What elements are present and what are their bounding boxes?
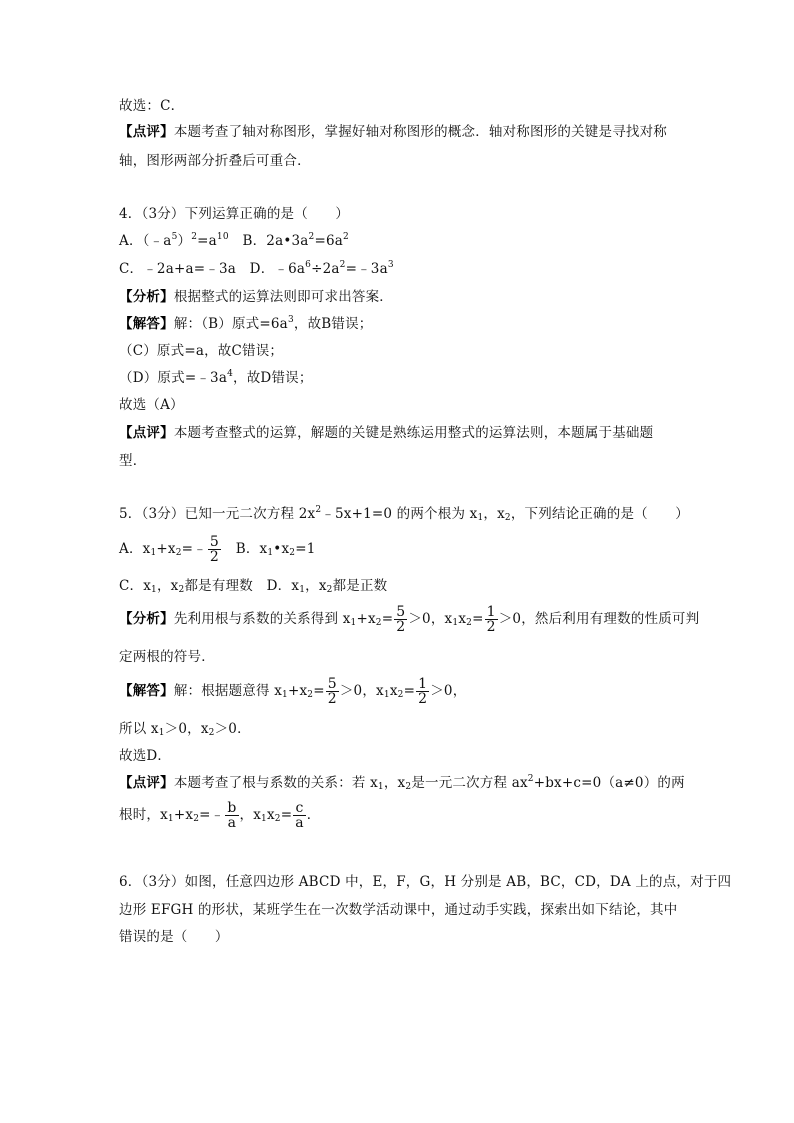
text: ） [177,233,192,249]
text: 都是正数 [332,578,388,594]
text: ，下列结论正确的是（ ） [510,506,689,522]
text: ÷2a [311,261,340,277]
sub: 1 [267,548,274,558]
q5-therefore [119,720,251,738]
sub: 1 [350,618,357,628]
q5-stem [119,505,689,523]
analysis-tag: 【分析】 [119,289,174,305]
sub: 1 [299,585,306,595]
sub: 1 [151,585,157,595]
sub: 2 [274,814,281,824]
sub: 1 [150,548,157,558]
q4-options-cd [119,260,394,278]
q4-comment [119,424,653,442]
q4-answer: 故选（A） [119,397,184,413]
comment-text: 本题考查整式的运算，解题的关键是熟练运用整式的运算法则，本题属于基础题 [173,425,654,441]
fraction [208,535,221,564]
text: =﹣3a [345,261,388,277]
text: = [313,683,325,699]
text: =1 [295,541,316,557]
text: （D）原式=﹣3a [119,370,228,386]
text: ，故B错误； [293,316,373,332]
sup: 4 [227,369,234,379]
comment-tag: 【点评】 [119,425,174,441]
sub: 2 [466,618,473,628]
numerator: c [293,801,306,816]
sub: 2 [193,814,200,824]
denominator: 2 [418,691,428,707]
text: =a [197,233,217,249]
text: ＞0，然后利用有理数的性质可判 [498,611,700,627]
q5-options-ab [119,534,316,564]
denominator: 2 [486,619,496,635]
numerator: 5 [209,534,219,550]
q3-comment [119,123,667,141]
sup: 2 [343,232,349,242]
fraction [293,801,306,830]
text: x [458,611,467,627]
text: = [472,611,484,627]
sub: 2 [405,782,412,792]
q3-answer: 故选：C． [119,98,185,114]
text: =﹣ [181,541,207,557]
numerator: 1 [486,604,496,620]
text: ＞0，x [339,683,384,699]
q5-solution [119,676,466,706]
q3-comment-cont: 轴，图形两部分折叠后可重合． [119,153,311,169]
text: 5．（3分）已知一元二次方程 2x [119,506,316,522]
sup: 2 [191,232,198,242]
sup: 3 [287,315,294,325]
sub: 1 [167,814,174,824]
q3-comment-text: 本题考查了轴对称图形，掌握好轴对称图形的概念．轴对称图形的关键是寻找对称 [173,124,668,140]
sub: 1 [452,618,459,628]
text: D．﹣6a [235,261,306,277]
text: ，x [156,578,179,594]
sub: 1 [383,690,390,700]
text: ＞0，x [408,611,453,627]
text: ＞0． [214,721,251,737]
fraction [326,677,339,706]
text: C．﹣2a+a=﹣3a [119,261,236,277]
text: 解：（B）原式=6a [173,316,288,332]
sub: 1 [377,782,384,792]
comment-tag: 【点评】 [119,775,174,791]
q4-solution-1 [119,315,373,333]
text: 都是有理数 D．x [184,578,300,594]
sub: 2 [289,548,296,558]
solution-tag: 【解答】 [119,316,174,332]
sub: 1 [261,814,267,824]
text: x [389,683,398,699]
numerator: 5 [396,604,406,620]
sup: 10 [216,232,229,242]
sub: 2 [326,585,333,595]
denominator: 2 [396,619,406,635]
sup: 2 [527,774,534,784]
q6-stem-1: 6．（3分）如图，任意四边形 ABCD 中，E，F，G，H 分别是 AB，BC，CD，DA 上的点，对于四 [119,874,732,890]
text: x [266,807,275,823]
text: +x [287,683,308,699]
text: ，x [483,506,505,522]
text: 解：根据题意得 x [173,683,283,699]
text: ，x [305,578,327,594]
denominator: a [295,815,304,831]
sub: 2 [178,585,185,595]
sub: 2 [504,513,511,523]
sup: 6 [305,260,312,270]
text: +bx+c=0（a≠0）的两 [533,775,685,791]
sub: 2 [175,548,182,558]
sub: 2 [307,690,314,700]
sup: 2 [315,505,322,515]
sup: 3 [387,260,394,270]
q4-stem: 4．（3分）下列运算正确的是（ ） [119,206,350,222]
text: =﹣ [199,807,225,823]
q4-solution-2: （C）原式=a，故C错误； [119,343,284,359]
text: 所以 x [119,721,159,737]
text: ﹣5x+1=0 的两个根为 x [321,506,478,522]
sub: 2 [208,728,215,738]
q4-comment-cont: 型． [119,453,147,469]
denominator: 2 [327,691,337,707]
q5-analysis [119,604,699,634]
sub: 2 [397,690,404,700]
text: 根时，x [119,807,168,823]
solution-tag: 【解答】 [119,683,174,699]
text: A．x [119,541,151,557]
denominator: a [227,815,237,831]
text: =6a [314,233,344,249]
q6-stem-2: 边形 EFGH 的形状，某班学生在一次数学活动课中，通过动手实践，探索出如下结论，其中 [119,902,678,918]
numerator: 1 [418,676,428,692]
text: = [403,683,416,699]
text: ，x [239,807,262,823]
sub: 1 [477,513,484,523]
numerator: b [227,800,237,816]
text: ＞0，x [164,721,209,737]
numerator: 5 [327,676,337,692]
text: = [381,611,394,627]
denominator: 2 [209,549,219,565]
fraction [416,677,429,706]
sup: 2 [308,232,315,242]
sub: 1 [158,728,165,738]
fraction [394,605,407,634]
text: +x [356,611,376,627]
fraction [225,801,238,830]
q5-comment [119,774,685,792]
sub: 2 [375,618,382,628]
sub: 1 [282,690,288,700]
text: •x [273,541,290,557]
text: ＞0， [430,683,467,699]
q4-analysis [119,288,393,306]
q5-options-cd [119,577,387,595]
analysis-tag: 【分析】 [119,611,174,627]
sup: 2 [339,260,346,270]
text: = [280,807,293,823]
q6-stem-3: 错误的是（ ） [119,929,229,945]
q4-solution-3 [119,369,313,387]
text: +x [173,807,194,823]
sup: 5 [171,232,178,242]
q4-options-ab [119,232,349,250]
text: A．（﹣a [119,233,172,249]
text: ，故D错误； [233,370,313,386]
comment-tag: 【点评】 [119,124,174,140]
fraction [485,605,498,634]
text: ，x [383,775,406,791]
q5-comment-cont [119,800,321,830]
text: C．x [119,578,152,594]
text: B．x [222,541,268,557]
text: ． [306,807,321,823]
text: B．2a•3a [228,233,309,249]
text: 是一元二次方程 ax [411,775,528,791]
analysis-text: 根据整式的运算法则即可求出答案． [173,289,394,305]
q5-analysis-cont: 定两根的符号． [119,649,215,665]
text: 先利用根与系数的关系得到 x [173,611,351,627]
q5-answer: 故选D． [119,748,172,764]
text: 本题考查了根与系数的关系：若 x [173,775,378,791]
text: +x [156,541,176,557]
